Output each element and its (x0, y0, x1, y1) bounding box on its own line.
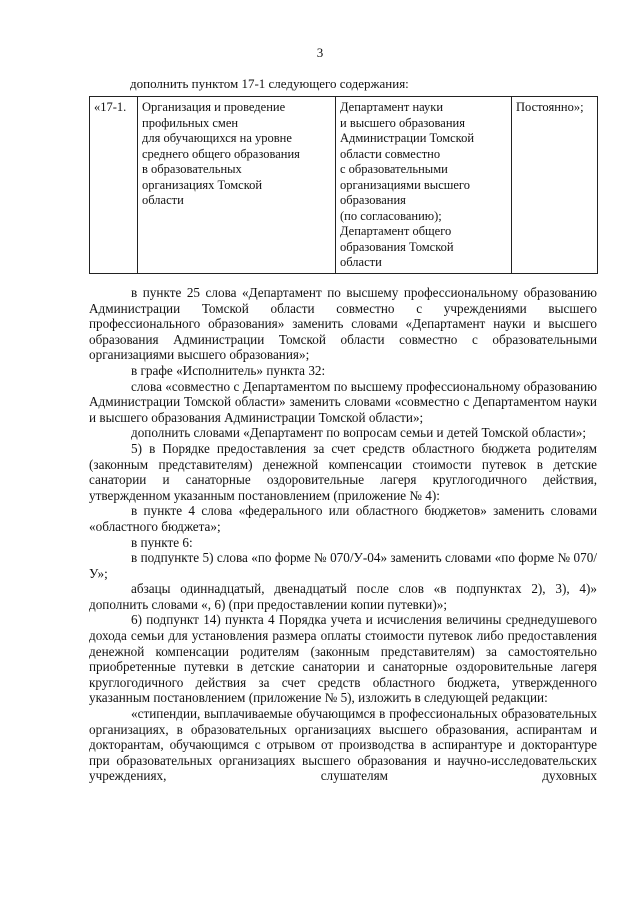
deadline-cell (512, 97, 598, 274)
paragraph: в графе «Исполнитель» пункта 32: (131, 362, 326, 378)
activity-cell (138, 97, 336, 274)
executor-text: Департамент науки и высшего образования Администрации Томской области совместно с образовательными организациями высшего образования (по согласованию); Департамент общего образования Томской области (340, 100, 475, 269)
insertion-table (89, 96, 598, 274)
item-number-cell (90, 97, 138, 274)
paragraph: в подпункте 5) слова «по форме № 070/У-04» заменить словами «по форме № 070/У»; (89, 550, 597, 581)
paragraph: абзацы одиннадцатый, двенадцатый после слов «в подпунктах 2), 3), 4)» дополнить словами «, 6) (при предоставлении копии путевки)»; (89, 581, 597, 612)
paragraph: в пункте 6: (131, 534, 193, 550)
table-row (90, 97, 598, 274)
paragraph: 5) в Порядке предоставления за счет средств областного бюджета родителям (законным представителям) денежной компенсации стоимости путевок в детские санатории и санаторные оздоровительные лагеря круглогодичного действия, утвержденном указанным постановлением (приложение № 4): (89, 440, 597, 503)
activity-text: Организация и проведение профильных смен для обучающихся на уровне среднего общего образования в образовательных организациях Томской области (142, 100, 300, 207)
deadline-text: Постоянно»; (516, 100, 584, 114)
executor-cell (336, 97, 512, 274)
page-number: 3 (316, 45, 324, 60)
paragraph: в пункте 25 слова «Департамент по высшему профессиональному образованию Администрации Томской области совместно с учреждениями высшего профессионального образования» заменить словами «Департамент науки и высшего образования Администрации Томской области совместно с образовательными организациями высшего образования»; (89, 285, 597, 363)
paragraph: «стипендии, выплачиваемые обучающимся в профессиональных образовательных организациях, в образовательных организациях высшего образования, аспирантам и докторантам, обучающимся с отрывом от производства в аспирантуре и докторантуре при образовательных организациях высшего образования и научно-исследовательских учреждениях, слушателям духовных (89, 706, 597, 784)
document-body (89, 285, 597, 784)
item-number: «17-1. (94, 100, 127, 114)
paragraph: в пункте 4 слова «федерального или областного бюджетов» заменить словами «областного бюджета»; (89, 503, 597, 534)
paragraph: слова «совместно с Департаментом по высшему профессиональному образованию Администрации Томской области» заменить словами «совместно с Департаментом науки и высшего образования Администрации Томской области»; (89, 378, 597, 425)
paragraph: 6) подпункт 14) пункта 4 Порядка учета и исчисления величины среднедушевого дохода семьи для установления размера оплаты стоимости путевок либо предоставления денежной компенсации родителям (законным представителям) за самостоятельно приобретенные путевки в детские санатории и санаторные оздоровительные лагеря круглогодичного действия за счет средств областного бюджета, утвержденного указанным постановлением (приложение № 5), изложить в следующей редакции: (89, 612, 597, 706)
paragraph: дополнить словами «Департамент по вопросам семьи и детей Томской области»; (131, 425, 587, 441)
intro-line: дополнить пунктом 17-1 следующего содержания: (130, 76, 409, 91)
